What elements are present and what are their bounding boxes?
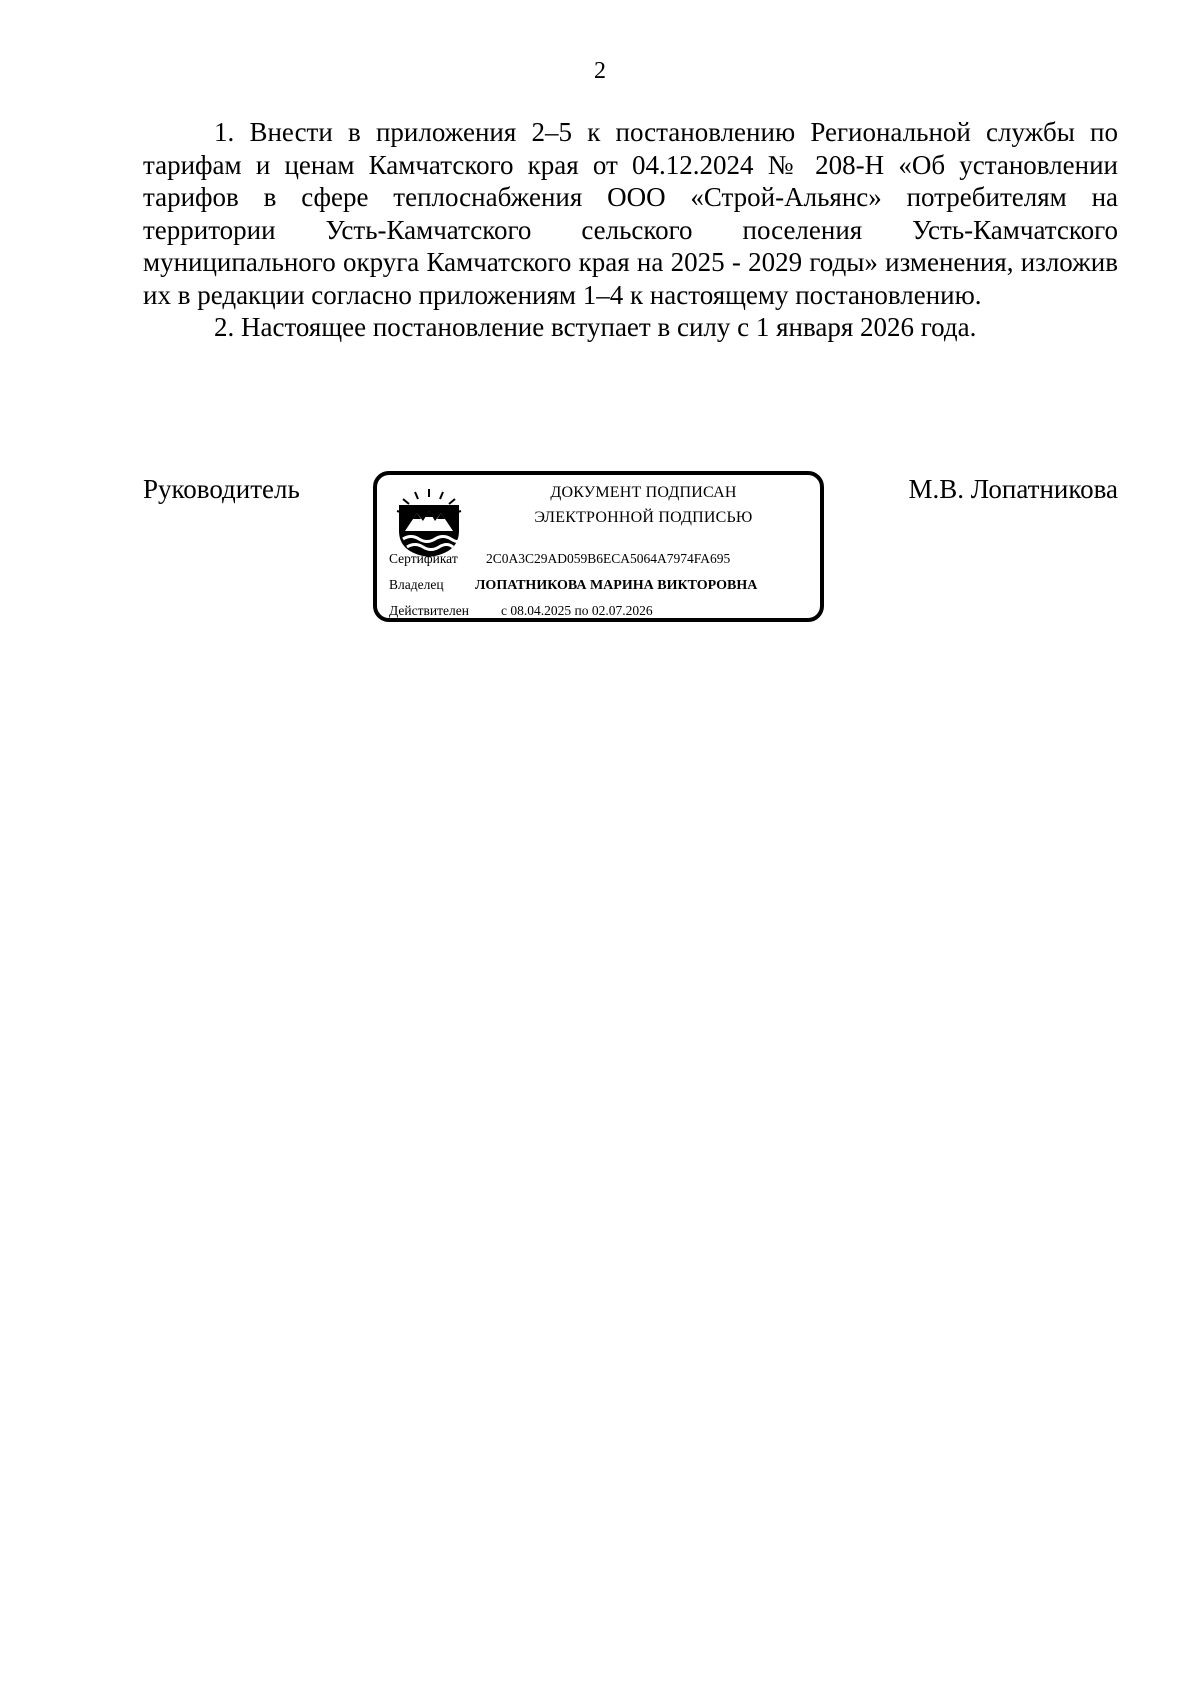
paragraph-1: 1. Внести в приложения 2–5 к постановлению Региональной службы по тарифам и ценам Камчатского края от 04.12.2024 № 208-Н «Об установлении тарифов в сфере теплоснабжения ООО «Строй-Альянс» потребителям на территории Усть-Камчатского сельского поселения Усть-Камчатского муниципального округа Камчатского края на 2025 - 2029 годы» изменения, изложив их в редакции согласно приложениям 1–4 к настоящему постановлению. xyxy=(143,117,1118,310)
signer-name: М.В. Лопатникова xyxy=(908,474,1118,504)
electronic-signature-stamp xyxy=(373,471,824,622)
document-body xyxy=(143,116,1118,344)
esig-certificate-value: 2C0A3C29AD059B6ECA5064A7974FA695 xyxy=(486,551,731,566)
page-number: 2 xyxy=(594,58,606,84)
esig-title-line-2: ЭЛЕКТРОННОЙ ПОДПИСЬЮ xyxy=(534,509,753,526)
esig-owner-value: ЛОПАТНИКОВА МАРИНА ВИКТОРОВНА xyxy=(475,578,758,593)
esig-owner-row xyxy=(389,577,757,594)
esig-validity-label: Действителен xyxy=(389,603,469,618)
kamchatka-coat-of-arms-icon xyxy=(393,487,465,559)
esig-title-line-1: ДОКУМЕНТ ПОДПИСАН xyxy=(550,484,737,501)
esig-validity-row xyxy=(389,603,653,619)
esig-owner-label: Владелец xyxy=(389,577,444,592)
paragraph-2: 2. Настоящее постановление вступает в силу с 1 января 2026 года. xyxy=(214,312,977,342)
esig-validity-value: с 08.04.2025 по 02.07.2026 xyxy=(501,603,653,618)
signer-position: Руководитель xyxy=(143,474,300,504)
esig-certificate-row xyxy=(389,551,730,567)
esig-certificate-label: Сертификат xyxy=(389,551,458,566)
signature-block xyxy=(143,474,1118,634)
